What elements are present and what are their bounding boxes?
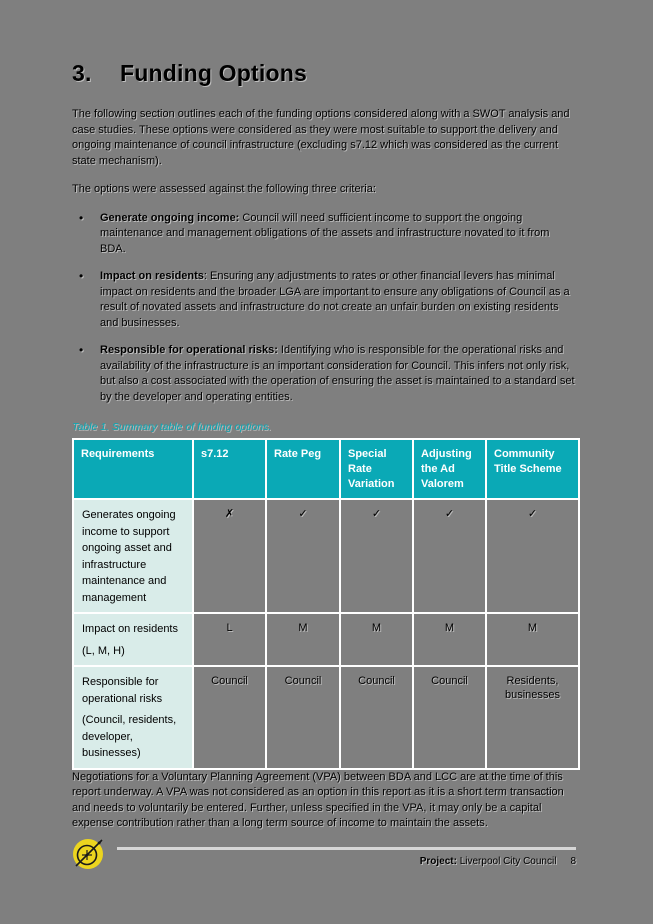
after-table-paragraph: Negotiations for a Voluntary Planning Agreement (VPA) between BDA and LCC are at the time of this report underway. A VPA was not considered as an option in this report as it is a short term transaction and needs to voluntarily be entered. Further, unless specified in the VPA, it may only be a capital expense contribution rather than a long term source of income to maintain the assets.: [72, 770, 564, 829]
table-row: [73, 666, 579, 769]
table-cell: ✓: [266, 499, 340, 613]
table-cell: ✓: [413, 499, 486, 613]
list-item: [72, 343, 578, 405]
table-cell: M: [486, 613, 579, 666]
criteria-list: [72, 211, 578, 406]
column-header: Rate Peg: [266, 439, 340, 499]
table-cell: M: [340, 613, 413, 666]
row-label: [73, 666, 193, 769]
bullet-lead: Generate ongoing income:: [100, 211, 240, 224]
table-cell: Council: [193, 666, 266, 769]
column-header: Special Rate Variation: [340, 439, 413, 499]
row-label: Generates ongoing income to support ongoing asset and infrastructure maintenance and management: [73, 499, 193, 613]
table-cell: Council: [266, 666, 340, 769]
footer-project-label: Project:: [419, 856, 457, 867]
list-item: [72, 211, 578, 258]
table-cell: Residents, businesses: [486, 666, 579, 769]
bullet-text: : Ensuring any adjustments to rates or other financial levers has minimal impact on residents and the broader LGA are important to ensure any obligations of Council as a result of novated assets and infrastructure do not create an unfair burden on existing residents and businesses.: [100, 270, 570, 329]
funding-options-table: [72, 438, 580, 770]
footer-text: [420, 856, 576, 867]
footer-divider: [117, 847, 576, 850]
section-number: 3.: [72, 60, 92, 86]
bullet-text: Identifying who is responsible for the operational risks and availability of the infrastructure is an important consideration for Council. This infers not only risk, but also a cost associated with the operation of ensuring the asset is maintained to a standard set by the developer and operating entities.: [100, 344, 575, 403]
row-label-main: Responsible for operational risks: [82, 676, 163, 705]
page-title: [72, 60, 578, 87]
intro-paragraph: The following section outlines each of the funding options considered along with a SWOT analysis and case studies. These options were considered as they were most suitable to support the delivery and ongoing maintenance of council infrastructure (excluding s7.12 which was considered as the current state mechanism).: [72, 108, 570, 167]
row-label-main: Impact on residents: [82, 623, 178, 635]
column-header: Requirements: [73, 439, 193, 499]
bullet-lead: Responsible for operational risks:: [100, 344, 278, 356]
page-number: 8: [570, 856, 576, 867]
list-item: [72, 269, 578, 331]
table-cell: M: [266, 613, 340, 666]
column-header: Community Title Scheme: [486, 439, 579, 499]
row-label-sub: (Council, residents, developer, businesses): [82, 714, 177, 759]
table-row: [73, 613, 579, 666]
column-header: s7.12: [193, 439, 266, 499]
column-header: Adjusting the Ad Valorem: [413, 439, 486, 499]
section-title: Funding Options: [120, 60, 307, 86]
bullet-lead: Impact on residents: [100, 270, 204, 282]
row-label-sub: (L, M, H): [82, 644, 125, 657]
table-cell: ✓: [340, 499, 413, 613]
table-cell: ✓: [486, 499, 579, 613]
table-cell: ✗: [193, 499, 266, 613]
row-label: [73, 613, 193, 666]
table-header-row: [73, 439, 579, 499]
table-caption: Table 1. Summary table of funding options.: [72, 421, 272, 433]
criteria-lead: The options were assessed against the following three criteria:: [72, 183, 376, 195]
table-cell: Council: [340, 666, 413, 769]
compass-logo-icon: [70, 834, 108, 872]
table-cell: L: [193, 613, 266, 666]
table-row: [73, 499, 579, 613]
bullet-text: Council will need sufficient income to support the ongoing maintenance and management obligations of the assets and infrastructure novated to it from BDA.: [100, 211, 550, 255]
footer-project-value: Liverpool City Council: [456, 856, 557, 867]
table-cell: M: [413, 613, 486, 666]
table-cell: Council: [413, 666, 486, 769]
